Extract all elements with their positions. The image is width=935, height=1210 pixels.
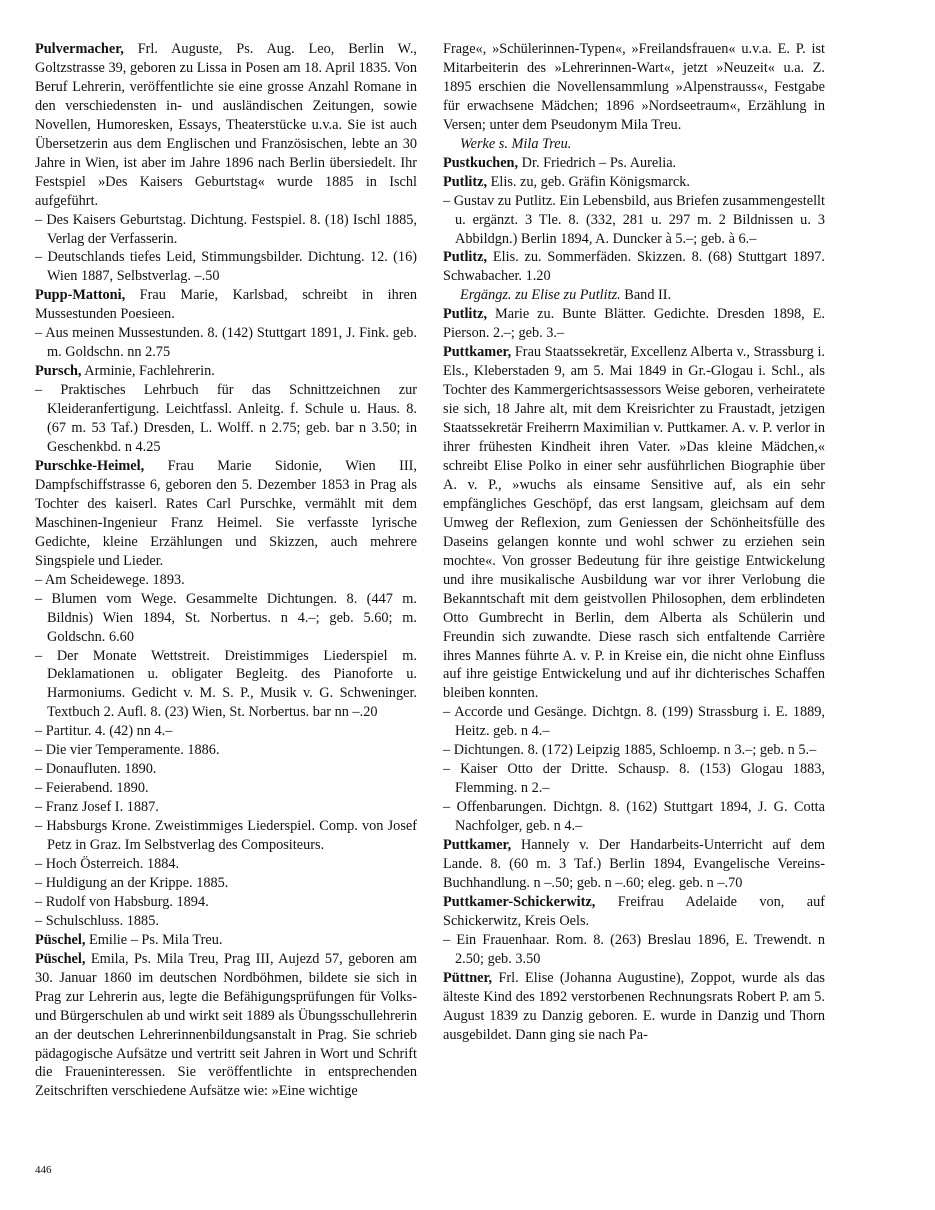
entry-text: Freifrau Adelaide von, auf Schickerwitz, Kreis Oels. — [443, 893, 825, 929]
lexicon-entry — [443, 154, 825, 173]
lexicon-entry — [443, 248, 825, 286]
work-listing: – Des Kaisers Geburtstag. Dichtung. Festspiel. 8. (18) Ischl 1885, Verlag der Verfasserin. — [35, 211, 417, 247]
lexicon-entry — [35, 950, 417, 1102]
lexicon-entry — [35, 40, 417, 211]
work-listing: – Accorde und Gesänge. Dichtgn. 8. (199) Strassburg i. E. 1889, Heitz. geb. n 4.– — [443, 704, 825, 740]
work-listing: – Feierabend. 1890. — [35, 780, 149, 797]
work-listing: – Ein Frauenhaar. Rom. 8. (263) Breslau 1896, E. Trewendt. n 2.50; geb. 3.50 — [443, 931, 825, 967]
entry-text: Elis. zu. Sommerfäden. Skizzen. 8. (68) Stuttgart 1897. Schwabacher. 1.20 — [443, 249, 825, 285]
entry-text: Frau Staatssekretär, Excellenz Alberta v., Strassburg i. Els., Kleberstaden 9, am 5. Mai 1849 in Gr.-Glogau i. Schl., als Tochter des Kammergerichtsassessors Weise geboren, verheiratete sie sich, 18 Jahre alt, mit dem Kreisrichter zu Fraustadt, jetzigen Staatssekretär Freiherrn Maximilian v. Puttkamer. A. v. P. verlor in ihrer frühesten Kindheit ihren Vater. »Das kleine Mädchen,« schreibt Elise Polko in einer sehr ausführlichen Biographie über A. v. P., »wuchs als einsame Sensitive auf, als ein sehr empfängliches Geschöpf, das erst langsam, gleichsam auf dem Umweg der Reflexion, zum Geniessen der Schönheitsfülle des Daseins gelangen konnte und wohl schwer zu erziehen sein mochte«. Von grosser Bedeutung für ihre geistige Entwickelung und ihre musikalische Ausbildung war vor ihrer Verlobung die Bekanntschaft mit dem geistvollen Philosophen, dem erblindeten Otto Gumbrecht in Berlin, dem Alberta als Schülerin und Freundin sich zuwandte. Diese rasch sich entfaltende Carrière ihres Mannes führte A. v. P. in Kreise ein, die nicht ohne Einfluss auf ihre geistige Entwickelung und auf ihr dichterisches Schaffen bleiben konnten. — [443, 344, 825, 702]
entry-headword: Putlitz, — [443, 249, 488, 266]
entry-text: Frau Marie Sidonie, Wien III, Dampfschiffstrasse 6, geboren den 5. Dezember 1853 in Prag als Tochter des kaiserl. Rates Carl Purschke, vermählt mit dem Maschinen-Ingenieur Franz Heimel. Sie verfasste lyrische Gedichte, kleine Erzählungen und Skizzen, auch mehrere Singspiele und Lieder. — [35, 457, 417, 569]
entry-headword: Pulvermacher, — [35, 41, 124, 57]
left-column — [35, 40, 417, 1101]
work-listing: – Hoch Österreich. 1884. — [35, 855, 180, 872]
entry-text: Arminie, Fachlehrerin. — [81, 363, 215, 380]
work-listing: – Gustav zu Putlitz. Ein Lebensbild, aus Briefen zusammengestellt u. ergänzt. 3 Tle. 8. (332, 281 u. 297 m. 2 Bildnissen u. 3 Abbildgn.) Berlin 1894, A. Duncker à 5.–; geb. à 6.– — [443, 192, 825, 247]
entry-headword: Putlitz, — [443, 306, 488, 323]
note-tail: Band II. — [620, 287, 672, 304]
work-listing: – Offenbarungen. Dichtgn. 8. (162) Stuttgart 1894, J. G. Cotta Nachfolger, geb. n 4.– — [443, 799, 825, 835]
lexicon-entry — [443, 173, 825, 192]
lexicon-entry — [443, 836, 825, 893]
entry-headword: Pupp-Mattoni, — [35, 287, 126, 304]
entry-text: Frl. Elise (Johanna Augustine), Zoppot, wurde als das älteste Kind des 1892 verstorbenen Rechnungsrats Robert P. am 5. August 1839 zu Danzig geboren. E. wurde in Danzig und Thorn ausgebildet. Dann ging sie nach Pa- — [443, 969, 825, 1043]
entry-text: Frage«, »Schülerinnen-Typen«, »Freilandsfrauen« u.v.a. E. P. ist Mitarbeiterin des »Lehrerinnen-Wart«, jetzt »Neuzeit« u.a. Z. 1895 erschien die Novellensammlung »Alpenstrauss«, Festgabe für erwachsene Mädchen; 1896 »Nordseetraum«, Erzählung in Versen; unter dem Pseudonym Mila Treu. — [443, 41, 825, 133]
work-listing: – Partitur. 4. (42) nn 4.– — [35, 723, 173, 740]
work-listing: – Schulschluss. 1885. — [35, 912, 159, 929]
entry-headword: Puttkamer, — [443, 837, 512, 854]
entry-headword: Pursch, — [35, 363, 82, 380]
lexicon-entry — [443, 343, 825, 703]
cross-reference-note — [443, 135, 825, 154]
entry-text: Frau Marie, Karlsbad, schreibt in ihren Mussestunden Poesieen. — [35, 287, 417, 323]
work-listing: – Aus meinen Mussestunden. 8. (142) Stuttgart 1891, J. Fink. geb. m. Goldschn. nn 2.75 — [35, 325, 417, 361]
work-listing: – Der Monate Wettstreit. Dreistimmiges Liederspiel m. Deklamationen u. obligater Begleitg. des Pianoforte u. Harmoniums. Gedicht v. M. S. P., Musik v. G. Schweninger. Textbuch 2. Aufl. 8. (23) Wien, St. Norbertus. bar nn –.20 — [35, 647, 417, 721]
work-listing: – Huldigung an der Krippe. 1885. — [35, 874, 229, 891]
entry-text: Hannely v. Der Handarbeits-Unterricht auf dem Lande. 8. (60 m. 3 Taf.) Berlin 1894, Evangelische Vereins-Buchhandlung. n –.50; geb. n –.60; eleg. geb. n –.70 — [443, 837, 825, 891]
note-text: Werke s. Mila Treu. — [460, 135, 572, 152]
entry-headword: Puttkamer-Schickerwitz, — [443, 893, 596, 910]
lexicon-entry — [35, 931, 417, 950]
work-listing: – Dichtungen. 8. (172) Leipzig 1885, Schloemp. n 3.–; geb. n 5.– — [443, 742, 817, 759]
work-listing: – Blumen vom Wege. Gesammelte Dichtungen. 8. (447 m. Bildnis) Wien 1894, St. Norbertus. n 4.–; geb. 5.60; m. Goldschn. 6.60 — [35, 590, 417, 645]
right-column — [443, 40, 825, 1045]
work-listing: – Rudolf von Habsburg. 1894. — [35, 893, 209, 910]
entry-headword: Püschel, — [35, 950, 86, 967]
entry-headword: Putlitz, — [443, 173, 488, 190]
entry-text: Frl. Auguste, Ps. Aug. Leo, Berlin W., Goltzstrasse 39, geboren zu Lissa in Posen am 18. April 1835. Von Beruf Lehrerin, veröffentlichte sie eine grosse Anzahl Romane in den verschiedensten in- und ausländischen Zeitungen, sowie Novellen, Humoresken, Essays, Theaterstücke u.v.a. Sie ist auch Übersetzerin aus dem Englischen und Französischen, lebte an 30 Jahre in Wien, ist aber im Jahre 1896 nach Berlin übersiedelt. Ihr Festspiel »Des Kaisers Geburtstag« wurde 1885 in Ischl aufgeführt. — [35, 41, 417, 209]
work-listing: – Am Scheidewege. 1893. — [35, 571, 185, 588]
entry-headword: Püschel, — [35, 931, 86, 948]
lexicon-entry — [443, 969, 825, 1045]
entry-text: Dr. Friedrich – Ps. Aurelia. — [518, 154, 677, 171]
lexicon-entry — [443, 305, 825, 343]
lexicon-entry — [443, 40, 825, 135]
entry-text: Emilie – Ps. Mila Treu. — [85, 931, 223, 948]
page-number: 446 — [35, 1164, 52, 1176]
entry-headword: Purschke-Heimel, — [35, 457, 145, 474]
lexicon-entry — [35, 362, 417, 381]
work-listing: – Franz Josef I. 1887. — [35, 799, 159, 816]
work-listing: – Praktisches Lehrbuch für das Schnittzeichnen zur Kleideranfertigung. Leichtfassl. Anleitg. f. Schule u. Haus. 8. (67 m. 53 Taf.) Dresden, L. Wolff. n 2.75; geb. bar n 3.50; in Geschenkbd. n 4.25 — [35, 382, 417, 456]
lexicon-entry — [35, 286, 417, 324]
cross-reference-note — [443, 286, 825, 305]
entry-headword: Püttner, — [443, 969, 493, 986]
work-listing: – Donaufluten. 1890. — [35, 761, 157, 778]
work-listing: – Kaiser Otto der Dritte. Schausp. 8. (153) Glogau 1883, Flemming. n 2.– — [443, 761, 825, 797]
entry-text: Marie zu. Bunte Blätter. Gedichte. Dresden 1898, E. Pierson. 2.–; geb. 3.– — [443, 306, 825, 342]
work-listing: – Deutschlands tiefes Leid, Stimmungsbilder. Dichtung. 12. (16) Wien 1887, Selbstverlag. –.50 — [35, 249, 417, 285]
entry-headword: Puttkamer, — [443, 344, 512, 361]
work-listing: – Die vier Temperamente. 1886. — [35, 742, 220, 759]
entry-text: Emila, Ps. Mila Treu, Prag III, Aujezd 57, geboren am 30. Januar 1860 im deutschen Nordböhmen, bildete sie sich in Prag zur Lehrerin aus, legte die Befähigungsprüfungen für Volks- und Bürgerschulen ab und wirkt seit 1889 als Übungsschullehrerin an der deutschen Lehrerinnenbildungsanstalt in Prag. Sie schrieb pädagogische Aufsätze und vertritt seit Jahren in Wort und Schrift die Fraueninteressen. Sie veröffentlichte in entsprechenden Zeitschriften verschiedene Aufsätze wie: »Eine wichtige — [35, 950, 417, 1100]
lexicon-entry — [35, 457, 417, 571]
lexicon-entry — [443, 893, 825, 931]
note-text: Ergängz. zu Elise zu Putlitz. — [460, 287, 621, 304]
work-listing: – Habsburgs Krone. Zweistimmiges Liederspiel. Comp. von Josef Petz in Graz. Im Selbstverlag des Compositeurs. — [35, 818, 417, 854]
entry-headword: Pustkuchen, — [443, 154, 519, 171]
entry-text: Elis. zu, geb. Gräfin Königsmarck. — [487, 173, 690, 190]
